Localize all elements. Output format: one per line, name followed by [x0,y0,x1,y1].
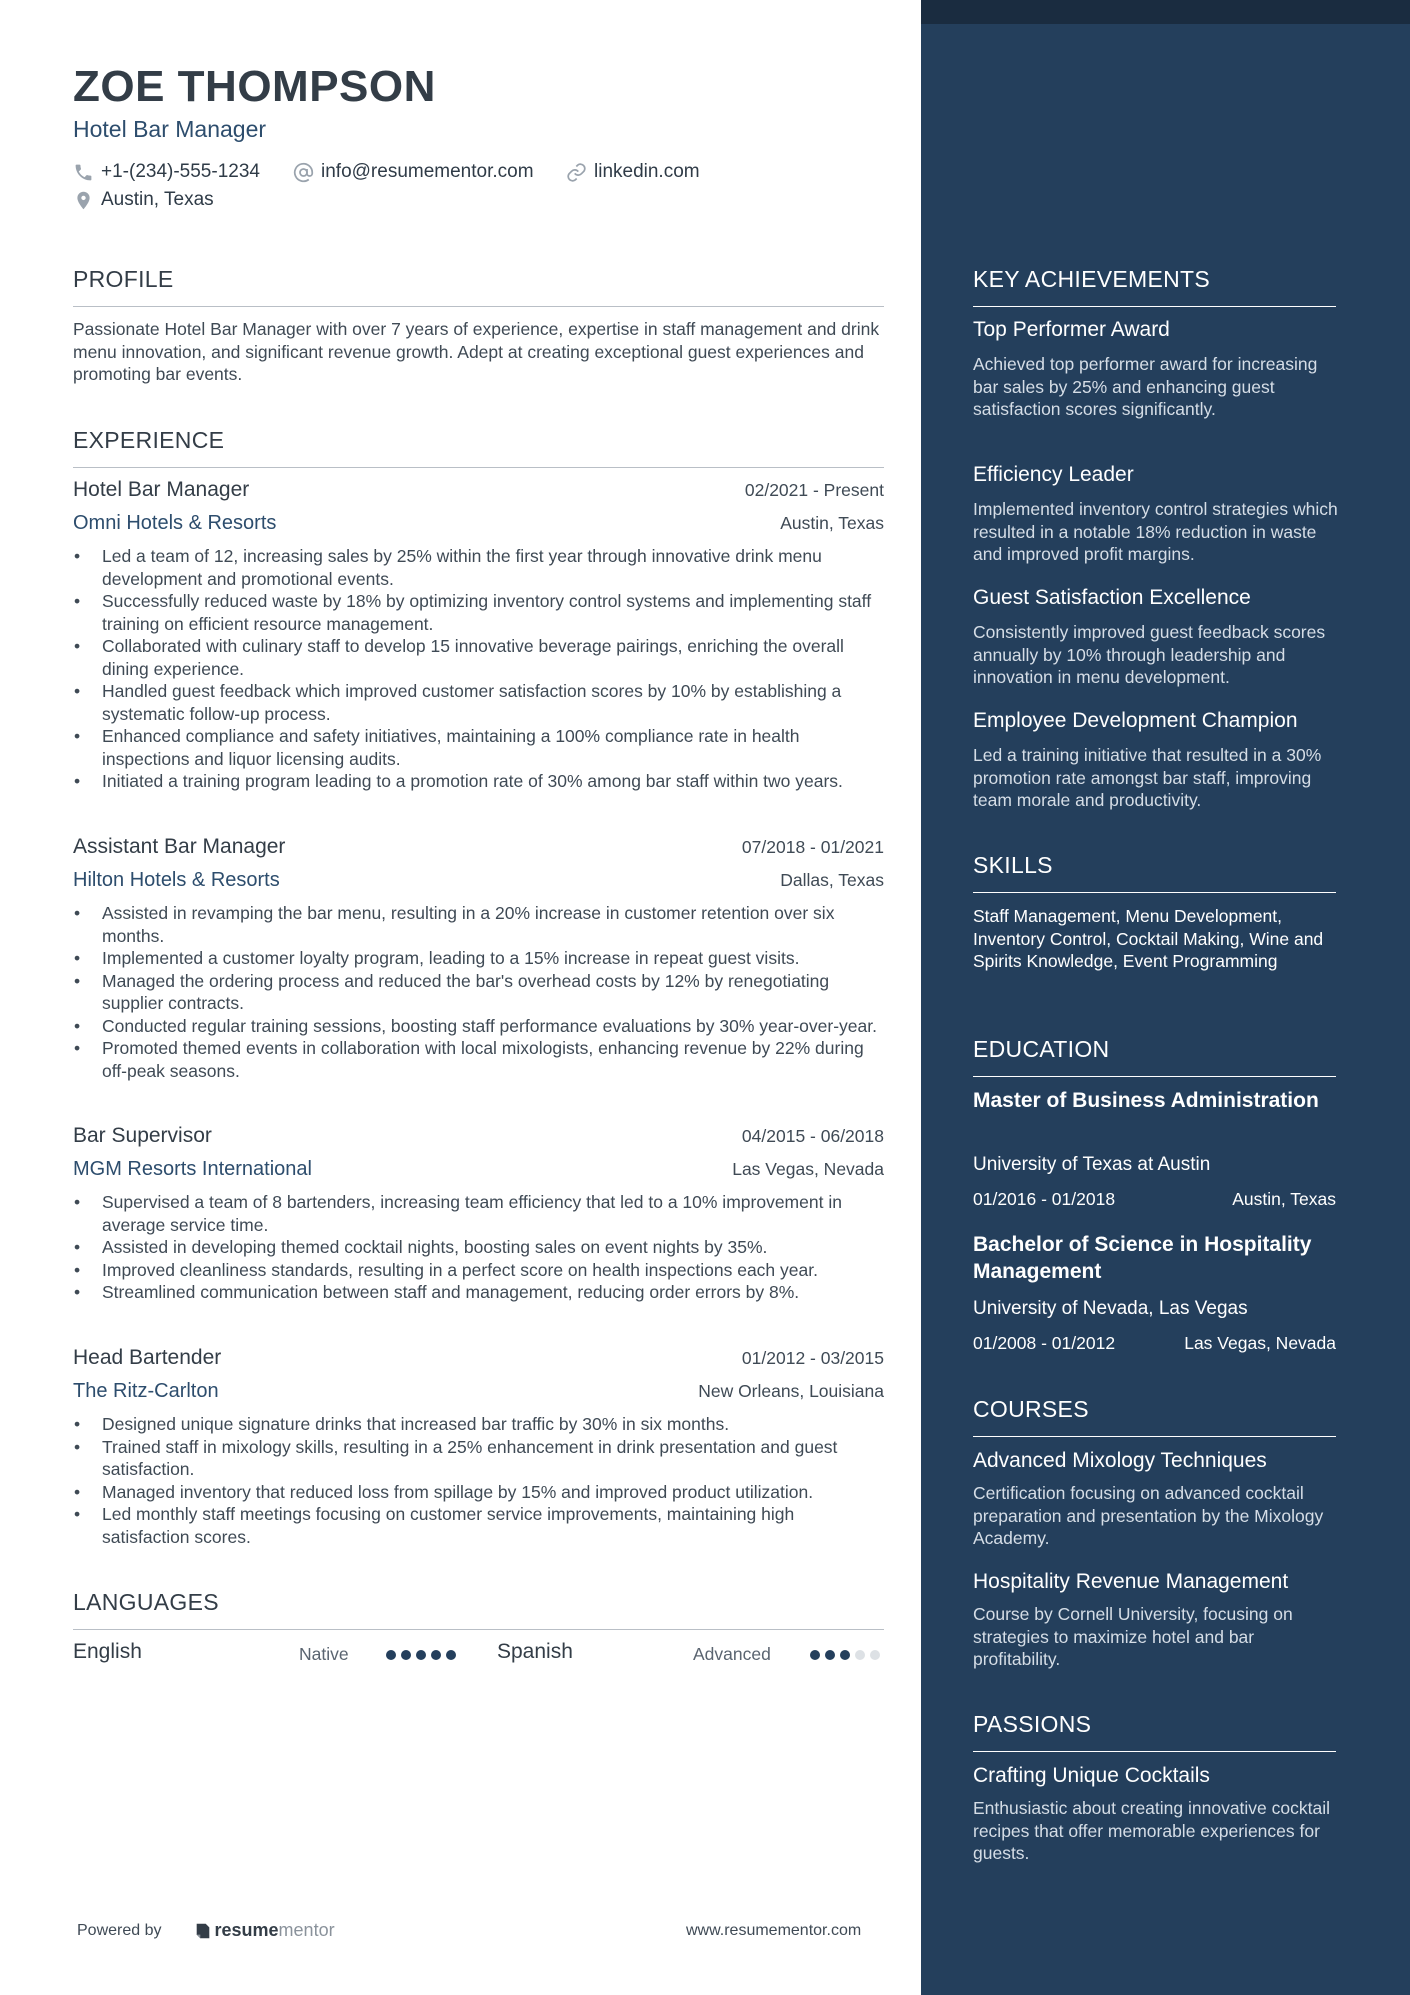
achievements-heading: KEY ACHIEVEMENTS [973,266,1336,307]
education-degree: Bachelor of Science in Hospitality Management [973,1233,1312,1283]
linkedin-text: linkedin.com [594,161,700,182]
job-entry [73,1124,884,1304]
language-level: Native [299,1644,349,1664]
job-bullets [73,1191,884,1304]
job-company: MGM Resorts International [73,1158,312,1180]
bullet-item: • Improved cleanliness standards, resulting in a perfect score on health inspections each year. [73,1259,884,1282]
job-location: New Orleans, Louisiana [698,1381,884,1401]
bullet-item: • Successfully reduced waste by 18% by optimizing inventory control systems and implementing staff training on efficient resource management. [73,590,884,635]
job-title: Assistant Bar Manager [73,835,286,858]
course-text: Course by Cornell University, focusing on strategies to maximize hotel and bar profitability. [973,1604,1293,1669]
passion-text: Enthusiastic about creating innovative cocktail recipes that offer memorable experiences for guests. [973,1798,1331,1863]
achievement-text: Achieved top performer award for increasing bar sales by 25% and enhancing guest satisfaction scores significantly. [973,354,1318,419]
contact-linkedin[interactable] [566,161,700,183]
footer-website[interactable]: www.resumementor.com [686,1922,862,1939]
language-rating [810,1650,880,1660]
courses-heading: COURSES [973,1396,1336,1437]
sidebar-top-bar [921,0,1410,24]
bullet-item: • Implemented a customer loyalty program, leading to a 15% increase in repeat guest visits. [73,947,884,970]
achievement-text: Led a training initiative that resulted in a 30% promotion rate amongst bar staff, improving team morale and productivity. [973,745,1322,810]
job-dates: 02/2021 - Present [744,480,884,500]
job-bullets [73,1413,884,1548]
skills-text: Staff Management, Menu Development, Inventory Control, Cocktail Making, Wine and Spirits Knowledge, Event Programming [973,906,1324,971]
brand-text-bold: resume [214,1920,279,1940]
course-text: Certification focusing on advanced cocktail preparation and presentation by the Mixology Academy. [973,1483,1324,1548]
rating-dot [446,1650,456,1660]
job-entry [73,478,884,793]
job-location: Las Vegas, Nevada [732,1159,884,1179]
resume-logo-icon [194,1922,212,1940]
job-company: Hilton Hotels & Resorts [73,869,280,891]
footer-powered [77,1920,335,1941]
contact-email[interactable] [293,161,534,183]
job-company: The Ritz-Carlton [73,1380,219,1402]
language-level: Advanced [693,1644,771,1664]
bullet-item: • Led monthly staff meetings focusing on customer service improvements, maintaining high satisfaction scores. [73,1503,884,1548]
rating-dot [840,1650,850,1660]
language-rating [386,1650,456,1660]
achievement-title: Efficiency Leader [973,463,1134,486]
job-location: Dallas, Texas [780,870,884,890]
brand-text-light: mentor [278,1920,335,1940]
bullet-item: • Led a team of 12, increasing sales by 25% within the first year through innovative drink menu development and promotional events. [73,545,884,590]
bullet-item: • Assisted in revamping the bar menu, resulting in a 20% increase in customer retention over six months. [73,902,884,947]
candidate-role: Hotel Bar Manager [73,116,267,142]
contact-phone[interactable] [73,161,260,183]
rating-dot [825,1650,835,1660]
brand-logo[interactable] [194,1920,335,1941]
passion-title: Crafting Unique Cocktails [973,1764,1210,1787]
bullet-item: • Assisted in developing themed cocktail nights, boosting sales on event nights by 35%. [73,1236,884,1259]
rating-dot [810,1650,820,1660]
bullet-item: • Streamlined communication between staff and management, reducing order errors by 8%. [73,1281,884,1304]
job-company: Omni Hotels & Resorts [73,512,277,534]
job-entry [73,1346,884,1548]
bullet-item: • Conducted regular training sessions, boosting staff performance evaluations by 30% year-over-year. [73,1015,884,1038]
achievement-title: Guest Satisfaction Excellence [973,586,1251,609]
location-pin-icon [73,190,94,211]
job-title: Bar Supervisor [73,1124,212,1147]
languages-heading: LANGUAGES [73,1589,884,1630]
education-location: Las Vegas, Nevada [1184,1333,1336,1353]
bullet-item: • Collaborated with culinary staff to develop 15 innovative beverage pairings, enriching the overall dining experience. [73,635,884,680]
phone-icon [73,162,94,183]
rating-dot [386,1650,396,1660]
education-dates: 01/2016 - 01/2018 [973,1189,1116,1209]
skills-heading: SKILLS [973,852,1336,893]
achievement-title: Top Performer Award [973,318,1170,341]
job-bullets [73,902,884,1082]
contact-location [73,189,214,211]
at-icon [293,162,314,183]
rating-dot [431,1650,441,1660]
location-text: Austin, Texas [101,189,214,210]
course-title: Hospitality Revenue Management [973,1570,1289,1593]
profile-text: Passionate Hotel Bar Manager with over 7 years of experience, expertise in staff management and drink menu innovation, and significant revenue growth. Adept at creating exceptional guest experiences and promoting bar events. [73,319,880,384]
job-dates: 07/2018 - 01/2021 [741,837,884,857]
achievement-text: Implemented inventory control strategies which resulted in a notable 18% reduction in waste and improved profit margins. [973,499,1338,564]
candidate-name: ZOE THOMPSON [73,62,436,111]
profile-heading: PROFILE [73,266,884,307]
education-location: Austin, Texas [1232,1189,1336,1209]
passions-heading: PASSIONS [973,1711,1336,1752]
job-dates: 04/2015 - 06/2018 [741,1126,884,1146]
education-meta [973,1333,1336,1354]
bullet-item: • Managed the ordering process and reduced the bar's overhead costs by 12% by renegotiating supplier contracts. [73,970,884,1015]
bullet-item: • Supervised a team of 8 bartenders, increasing team efficiency that led to a 10% improvement in average service time. [73,1191,884,1236]
rating-dot-empty [855,1650,865,1660]
education-degree: Master of Business Administration [973,1089,1319,1112]
achievement-title: Employee Development Champion [973,709,1298,732]
experience-heading: EXPERIENCE [73,427,884,468]
job-entry [73,835,884,1082]
job-dates: 01/2012 - 03/2015 [741,1348,884,1368]
bullet-item: • Designed unique signature drinks that increased bar traffic by 30% in six months. [73,1413,884,1436]
education-school: University of Nevada, Las Vegas [973,1298,1248,1319]
phone-text: +1-(234)-555-1234 [101,161,260,182]
rating-dot [416,1650,426,1660]
job-bullets [73,545,884,793]
education-meta [973,1189,1336,1210]
rating-dot [401,1650,411,1660]
bullet-item: • Handled guest feedback which improved customer satisfaction scores by 10% by establishing a systematic follow-up process. [73,680,884,725]
rating-dot-empty [870,1650,880,1660]
course-title: Advanced Mixology Techniques [973,1449,1267,1472]
bullet-item: • Promoted themed events in collaboration with local mixologists, enhancing revenue by 22% during off-peak seasons. [73,1037,884,1082]
achievement-text: Consistently improved guest feedback scores annually by 10% through leadership and innovation in menu development. [973,622,1326,687]
email-text: info@resumementor.com [321,161,534,182]
bullet-item: • Initiated a training program leading to a promotion rate of 30% among bar staff within two years. [73,770,884,793]
language-name: Spanish [497,1640,573,1663]
job-title: Head Bartender [73,1346,222,1369]
bullet-item: • Managed inventory that reduced loss from spillage by 15% and improved product utilization. [73,1481,884,1504]
education-school: University of Texas at Austin [973,1154,1211,1175]
education-dates: 01/2008 - 01/2012 [973,1333,1116,1353]
job-title: Hotel Bar Manager [73,478,250,501]
bullet-item: • Trained staff in mixology skills, resulting in a 25% enhancement in drink presentation and guest satisfaction. [73,1436,884,1481]
education-heading: EDUCATION [973,1036,1336,1077]
powered-by-text: Powered by [77,1921,162,1939]
language-name: English [73,1640,142,1663]
sidebar [921,0,1410,1995]
job-location: Austin, Texas [780,513,884,533]
link-icon [566,162,587,183]
bullet-item: • Enhanced compliance and safety initiatives, maintaining a 100% compliance rate in health inspections and liquor licensing audits. [73,725,884,770]
